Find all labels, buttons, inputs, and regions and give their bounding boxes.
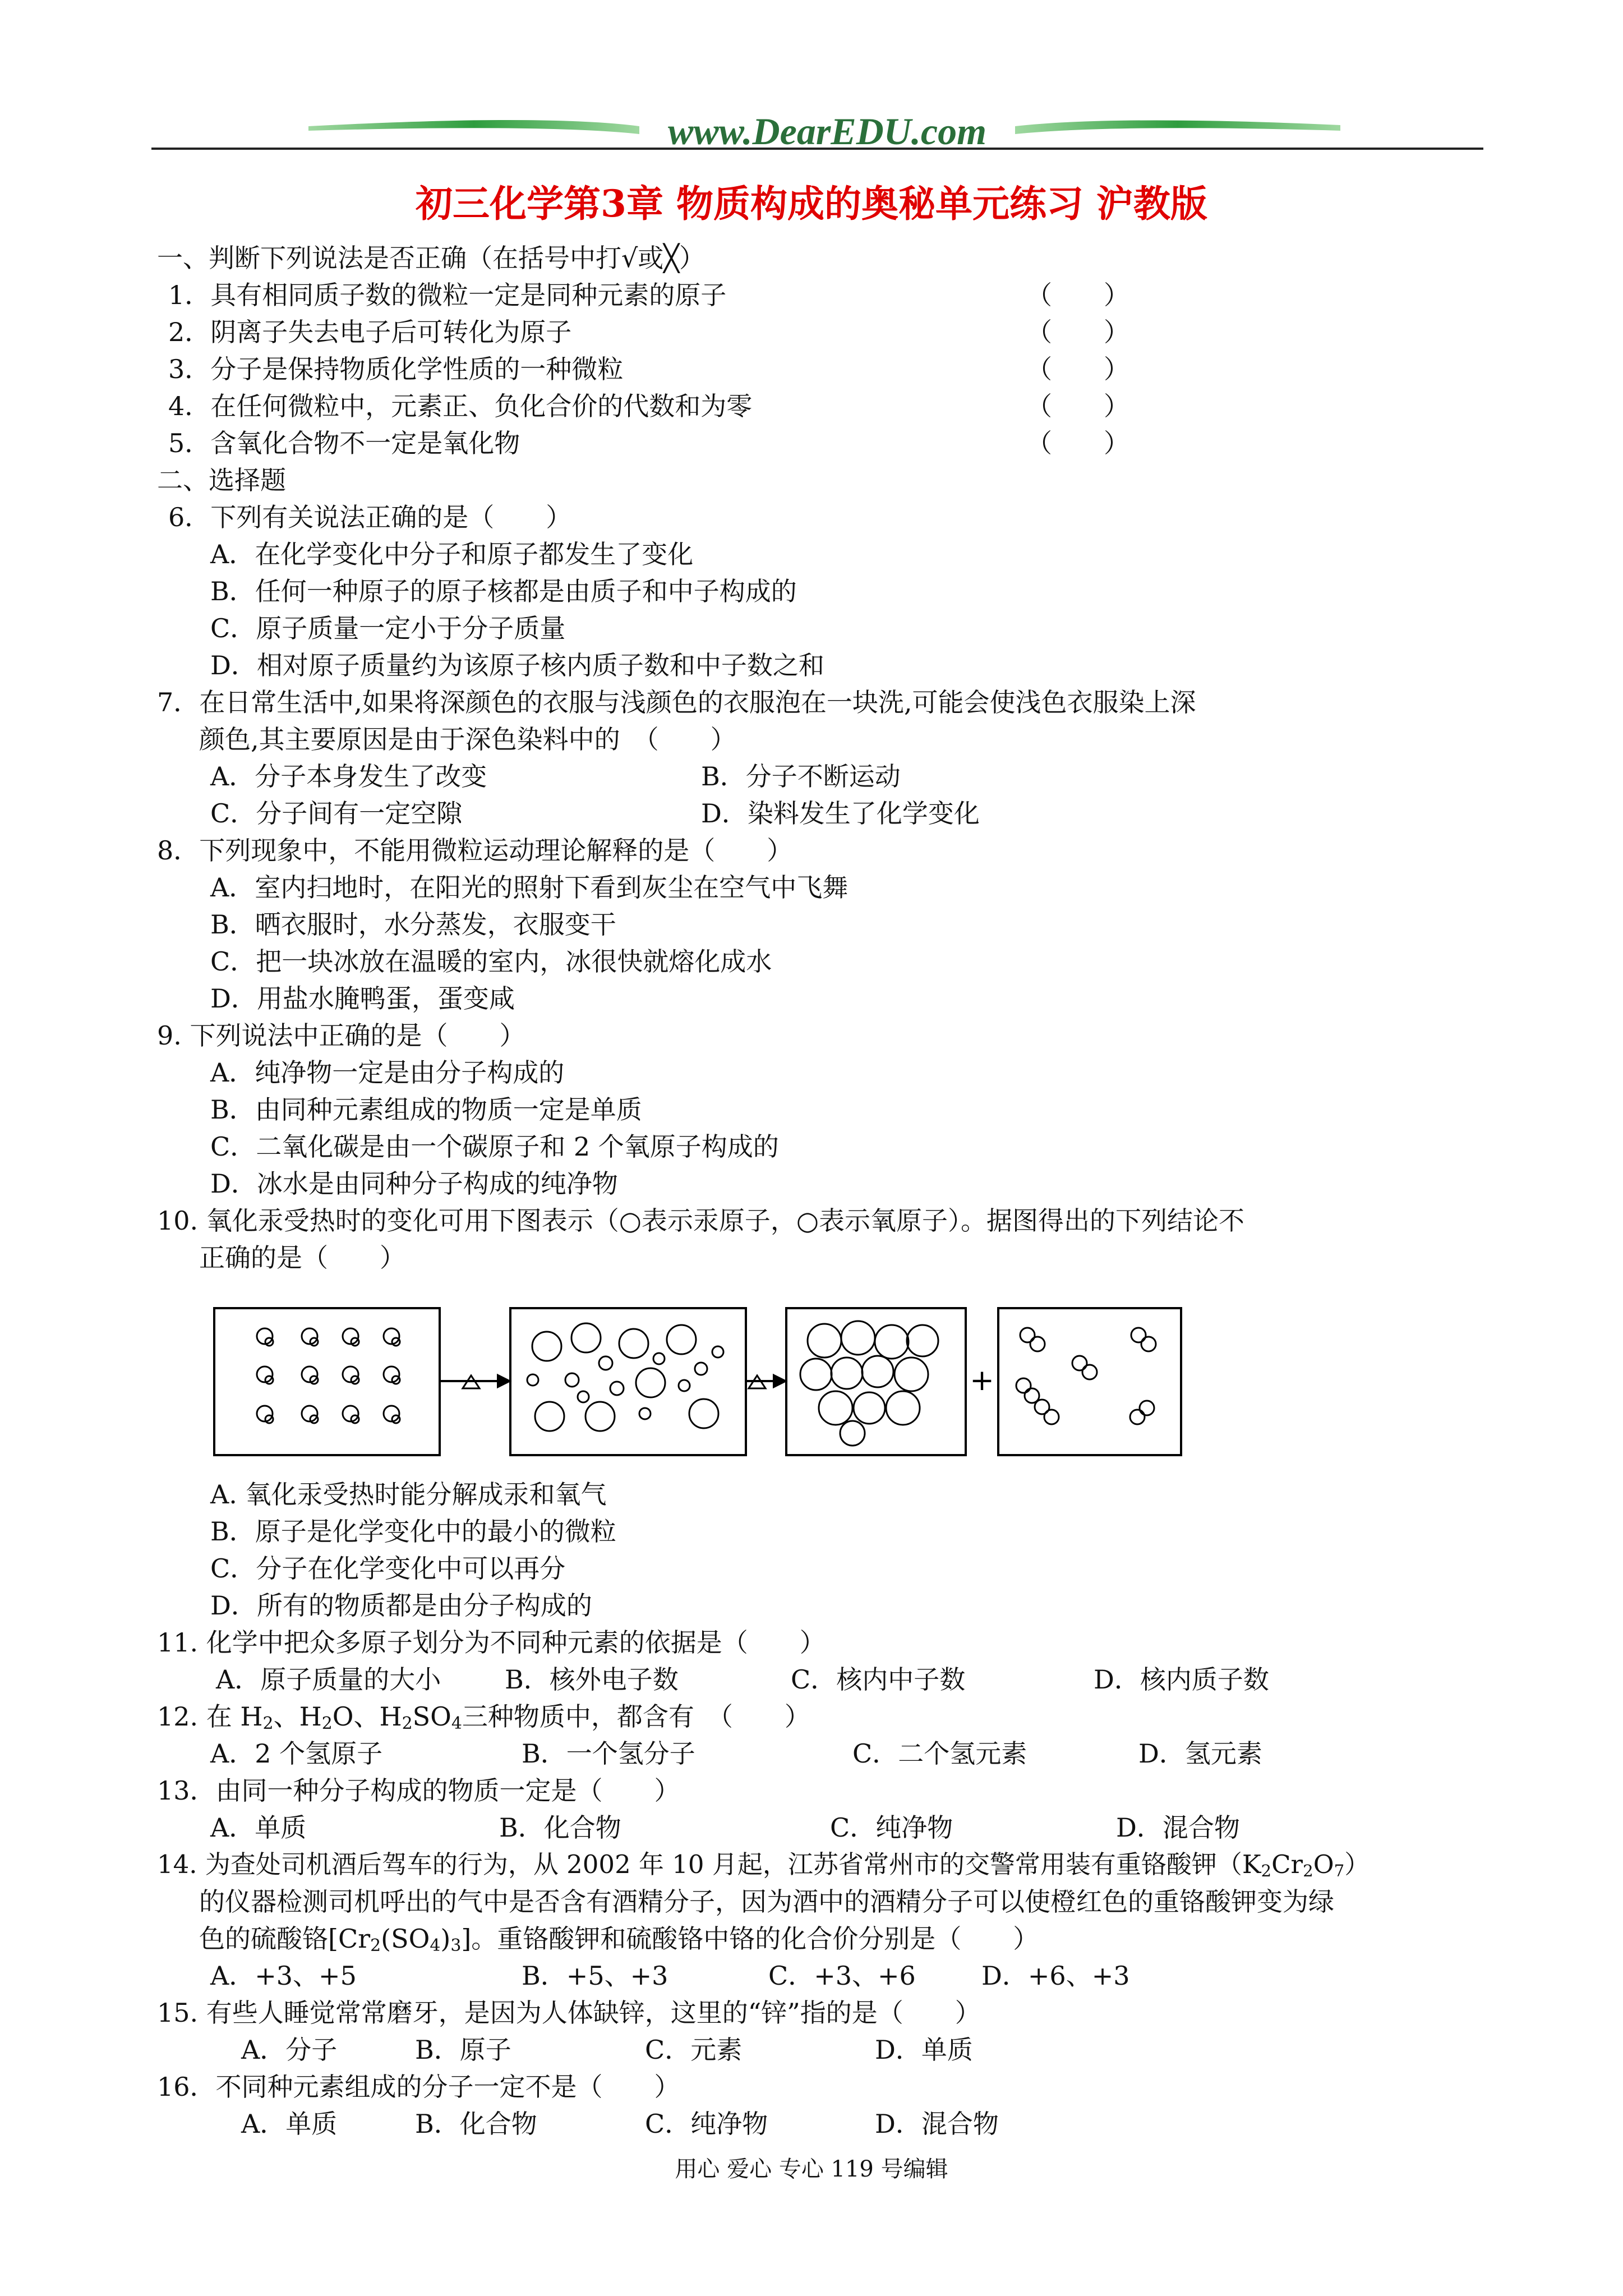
q8-option-b[interactable]: B．晒衣服时，水分蒸发，衣服变干 [210, 909, 616, 940]
judge-blank-4[interactable]: （ ） [1026, 391, 1129, 421]
judge-blank-2[interactable]: （ ） [1026, 317, 1129, 347]
q15-option-d[interactable]: D．单质 [875, 2035, 973, 2065]
q7-option-a[interactable]: A．分子本身发生了改变 [210, 761, 487, 792]
q6-option-d[interactable]: D．相对原子质量约为该原子核内质子数和中子数之和 [210, 650, 824, 680]
q16-stem: 16．不同种元素组成的分子一定不是（ ） [157, 2072, 680, 2102]
q14-option-c[interactable]: C．+3、+6 [768, 1961, 916, 1991]
q9-option-c[interactable]: C．二氧化碳是由一个碳原子和 2 个氧原子构成的 [210, 1131, 779, 1162]
judge-item-3: 3．分子是保持物质化学性质的一种微粒 [168, 354, 624, 384]
q13-option-c[interactable]: C．纯净物 [830, 1812, 953, 1843]
q10-stem-line1: 10. 氧化汞受热时的变化可用下图表示（○表示汞原子，○表示氧原子）。据图得出的下列结论不 [157, 1205, 1245, 1236]
q12-stem: 12. 在 $H_2$、$H_2O$、$H_2SO_4$三种物质中，都含有 （ ） [157, 1701, 810, 1733]
q9-option-b[interactable]: B．由同种元素组成的物质一定是单质 [210, 1094, 642, 1125]
q15-option-b[interactable]: B．原子 [415, 2035, 511, 2065]
q14-option-d[interactable]: D．+6、+3 [981, 1961, 1130, 1991]
q7-option-c[interactable]: C．分子间有一定空隙 [210, 798, 463, 829]
q11-option-b[interactable]: B．核外电子数 [505, 1664, 679, 1695]
q7-stem-line2: 颜色,其主要原因是由于深色染料中的 （ ） [199, 724, 736, 754]
separated-atoms [527, 1323, 723, 1431]
header-rule [151, 148, 1483, 150]
diagram-box-mercury [786, 1308, 966, 1455]
q6-option-c[interactable]: C．原子质量一定小于分子质量 [210, 613, 566, 643]
q9-option-a[interactable]: A．纯净物一定是由分子构成的 [210, 1057, 565, 1088]
q13-option-d[interactable]: D．混合物 [1116, 1812, 1240, 1843]
plus-sign: + [970, 1364, 994, 1397]
q6-option-b[interactable]: B．任何一种原子的原子核都是由质子和中子构成的 [210, 576, 797, 606]
q6-option-a[interactable]: A．在化学变化中分子和原子都发生了变化 [210, 539, 694, 569]
page-footer: 用心 爱心 专心 119 号编辑 [675, 2156, 948, 2182]
judge-item-2: 2．阴离子失去电子后可转化为原子 [168, 317, 572, 347]
q13-option-a[interactable]: A．单质 [210, 1812, 307, 1843]
q6-stem: 6．下列有关说法正确的是（ ） [168, 502, 572, 532]
q12-option-b[interactable]: B．一个氢分子 [522, 1738, 695, 1769]
q8-option-d[interactable]: D．用盐水腌鸭蛋，蛋变咸 [210, 983, 515, 1014]
heat-arrow-2 [746, 1375, 785, 1388]
judge-blank-5[interactable]: （ ） [1026, 428, 1129, 458]
q16-option-d[interactable]: D．混合物 [875, 2109, 999, 2139]
q7-option-b[interactable]: B．分子不断运动 [701, 761, 901, 792]
q10-option-d[interactable]: D．所有的物质都是由分子构成的 [210, 1590, 592, 1621]
oxygen-molecules [1016, 1328, 1156, 1424]
q14-stem-line2: 的仪器检测司机呼出的气中是否含有酒精分子，因为酒中的酒精分子可以使橙红色的重铬酸钾变为绿 [199, 1887, 1334, 1917]
q15-option-c[interactable]: C．元素 [645, 2035, 743, 2065]
q11-option-c[interactable]: C．核内中子数 [791, 1664, 966, 1695]
page-title: 初三化学第3章 物质构成的奥秘单元练习 沪教版 [416, 182, 1207, 226]
q11-option-d[interactable]: D．核内质子数 [1094, 1664, 1269, 1695]
section1-heading: 一、判断下列说法是否正确（在括号中打√或╳） [157, 243, 706, 273]
q13-stem: 13．由同一种分子构成的物质一定是（ ） [157, 1775, 680, 1806]
q12-option-c[interactable]: C．二个氢元素 [852, 1738, 1027, 1769]
q15-option-a[interactable]: A．分子 [241, 2035, 338, 2065]
diagram-box-oxygen [998, 1308, 1181, 1455]
q14-option-a[interactable]: A．+3、+5 [210, 1961, 357, 1991]
q16-option-b[interactable]: B．化合物 [415, 2109, 537, 2139]
q13-option-b[interactable]: B．化合物 [499, 1812, 621, 1843]
q10-option-c[interactable]: C．分子在化学变化中可以再分 [210, 1553, 566, 1584]
q7-option-d[interactable]: D．染料发生了化学变化 [701, 798, 980, 829]
mercury-atoms [800, 1321, 938, 1446]
logo-text: www.DearEDU.com [668, 110, 986, 153]
q11-stem: 11. 化学中把众多原子划分为不同种元素的依据是（ ） [157, 1627, 826, 1658]
judge-blank-3[interactable]: （ ） [1026, 354, 1129, 384]
q9-option-d[interactable]: D．冰水是由同种分子构成的纯净物 [210, 1168, 618, 1199]
heat-arrow-1 [440, 1375, 509, 1388]
judge-blank-1[interactable]: （ ） [1026, 280, 1129, 310]
q11-option-a[interactable]: A．原子质量的大小 [216, 1664, 441, 1695]
q9-stem: 9. 下列说法中正确的是（ ） [157, 1020, 525, 1051]
q16-option-c[interactable]: C．纯净物 [645, 2109, 768, 2139]
q8-option-c[interactable]: C．把一块冰放在温暖的室内，冰很快就熔化成水 [210, 946, 772, 977]
hgo-molecule-grid [257, 1328, 400, 1423]
q10-option-b[interactable]: B．原子是化学变化中的最小的微粒 [210, 1516, 616, 1547]
judge-item-1: 1．具有相同质子数的微粒一定是同种元素的原子 [168, 280, 727, 310]
q12-option-a[interactable]: A．2 个氢原子 [210, 1738, 383, 1769]
q8-option-a[interactable]: A．室内扫地时，在阳光的照射下看到灰尘在空气中飞舞 [210, 872, 849, 903]
diagram-box-hgo [214, 1308, 440, 1455]
q7-stem-line1: 7．在日常生活中,如果将深颜色的衣服与浅颜色的衣服泡在一块洗,可能会使浅色衣服染上深 [157, 687, 1196, 717]
q14-stem-line1: 14. 为查处司机酒后驾车的行为，从 2002 年 10 月起，江苏省常州市的交警常用装有重铬酸钾$(K_2Cr_2O_7)$ [157, 1849, 1370, 1880]
q12-option-d[interactable]: D．氢元素 [1138, 1738, 1262, 1769]
q8-stem: 8．下列现象中，不能用微粒运动理论解释的是（ ） [157, 835, 793, 866]
section2-heading: 二、选择题 [157, 465, 286, 495]
q10-option-a[interactable]: A. 氧化汞受热时能分解成汞和氧气 [210, 1479, 607, 1510]
q16-option-a[interactable]: A．单质 [241, 2109, 338, 2139]
q14-option-b[interactable]: B．+5、+3 [522, 1961, 668, 1991]
q14-stem-line3: 色的硫酸铬$[Cr_2(SO_4)_3]$。重铬酸钾和硫酸铬中铬的化合价分别是（ ） [199, 1924, 1039, 1955]
mercury-oxide-decomposition-diagram [213, 1307, 1234, 1458]
q10-stem-line2: 正确的是（ ） [199, 1243, 405, 1273]
judge-item-4: 4．在任何微粒中，元素正、负化合价的代数和为零 [168, 391, 753, 421]
q15-stem: 15. 有些人睡觉常常磨牙，是因为人体缺锌，这里的“锌”指的是（ ） [157, 1998, 981, 2028]
judge-item-5: 5．含氧化合物不一定是氧化物 [168, 428, 520, 458]
